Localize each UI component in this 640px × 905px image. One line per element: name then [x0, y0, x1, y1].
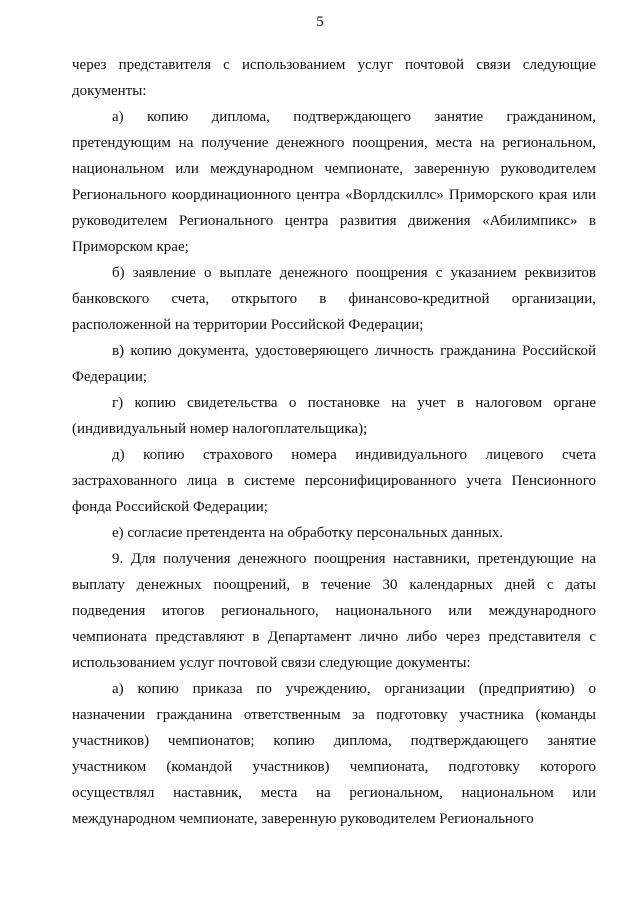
paragraph-item-g-tax: г) копию свидетельства о постановке на учет в налоговом органе (индивидуальный номер налогоплательщика);	[72, 395, 596, 437]
paragraph-item-d-insurance: д) копию страхового номера индивидуального лицевого счета застрахованного лица в системе персонифицированного учета Пенсионного фонда Российской Федерации;	[72, 447, 596, 515]
paragraph-item-v-identity: в) копию документа, удостоверяющего личность гражданина Российской Федерации;	[72, 343, 596, 385]
paragraph-section-9-item-a: а) копию приказа по учреждению, организации (предприятию) о назначении гражданина ответственным за подготовку участника (команды участников) чемпионатов; копию диплома, подтверждающего занятие участником (командой участников) чемпионата, подготовку которого осуществлял наставник, места на региональном, национальном или международном чемпионате, заверенную руководителем Регионального	[72, 681, 596, 827]
paragraph-section-9: 9. Для получения денежного поощрения наставники, претендующие на выплату денежных поощрений, в течение 30 календарных дней с даты подведения итогов регионального, национального или международного чемпионата представляют в Департамент лично либо через представителя с использованием услуг почтовой связи следующие документы:	[72, 551, 596, 671]
paragraph-item-a-diploma: а) копию диплома, подтверждающего занятие гражданином, претендующим на получение денежного поощрения, места на региональном, национальном или международном чемпионате, заверенную руководителем Регионального координационного центра «Ворлдскиллс» Приморского края или руководителем Регионального центра развития движения «Абилимпикс» в Приморском крае;	[72, 109, 596, 255]
paragraph-item-b-application: б) заявление о выплате денежного поощрения с указанием реквизитов банковского счета, открытого в финансово-кредитной организации, расположенной на территории Российской Федерации;	[72, 265, 596, 333]
paragraph-continuation: через представителя с использованием услуг почтовой связи следующие документы:	[72, 57, 596, 99]
page-number: 5	[316, 14, 324, 30]
paragraph-item-e-consent: е) согласие претендента на обработку персональных данных.	[112, 525, 504, 541]
document-body	[72, 52, 596, 832]
